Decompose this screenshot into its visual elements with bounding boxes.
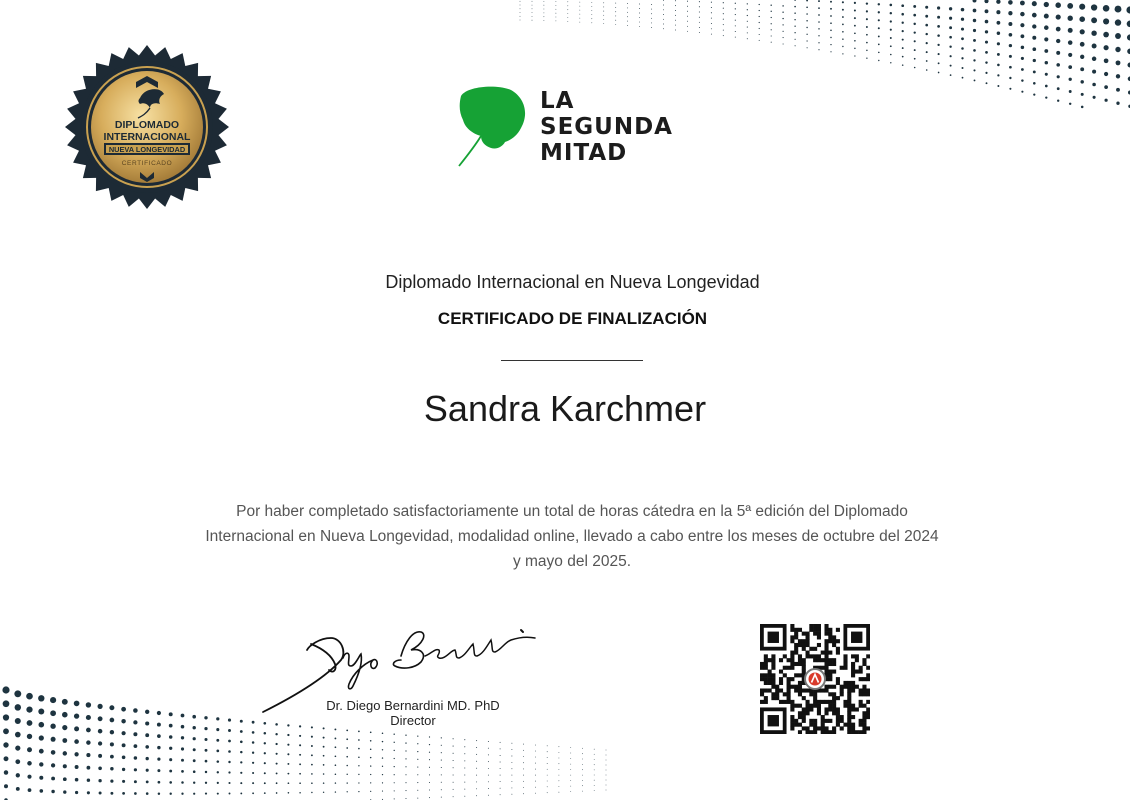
brand-line2: SEGUNDA xyxy=(540,114,673,140)
seal-line2: INTERNACIONAL xyxy=(103,131,191,143)
ginkgo-leaf-icon xyxy=(459,87,525,166)
seal-line1: DIPLOMADO xyxy=(114,119,180,131)
brand-line1: LA xyxy=(540,88,575,114)
verification-badge-icon xyxy=(805,669,825,689)
signatory-name: Dr. Diego Bernardini MD. PhD xyxy=(326,698,500,713)
divider xyxy=(501,360,643,361)
seal-ribbon: NUEVA LONGEVIDAD xyxy=(108,145,186,154)
recipient-name: Sandra Karchmer xyxy=(423,388,707,429)
qr-code-icon[interactable] xyxy=(760,624,870,734)
seal-line3: CERTIFICADO xyxy=(121,160,173,167)
brand-line3: MITAD xyxy=(540,140,628,166)
course-title: Diplomado Internacional en Nueva Longevidad xyxy=(385,272,760,292)
diploma-seal xyxy=(64,44,230,210)
certificate-body: Por haber completado satisfactoriamente un total de horas cátedra en la 5ª edición del Diplomado Internacional en Nueva Longevidad, modalidad online, llevado a cabo entre los meses de octubre del 2024 y mayo del 2025. xyxy=(205,503,939,570)
signatory-role: Director xyxy=(390,713,436,728)
certificate-heading: CERTIFICADO DE FINALIZACIÓN xyxy=(437,309,708,328)
